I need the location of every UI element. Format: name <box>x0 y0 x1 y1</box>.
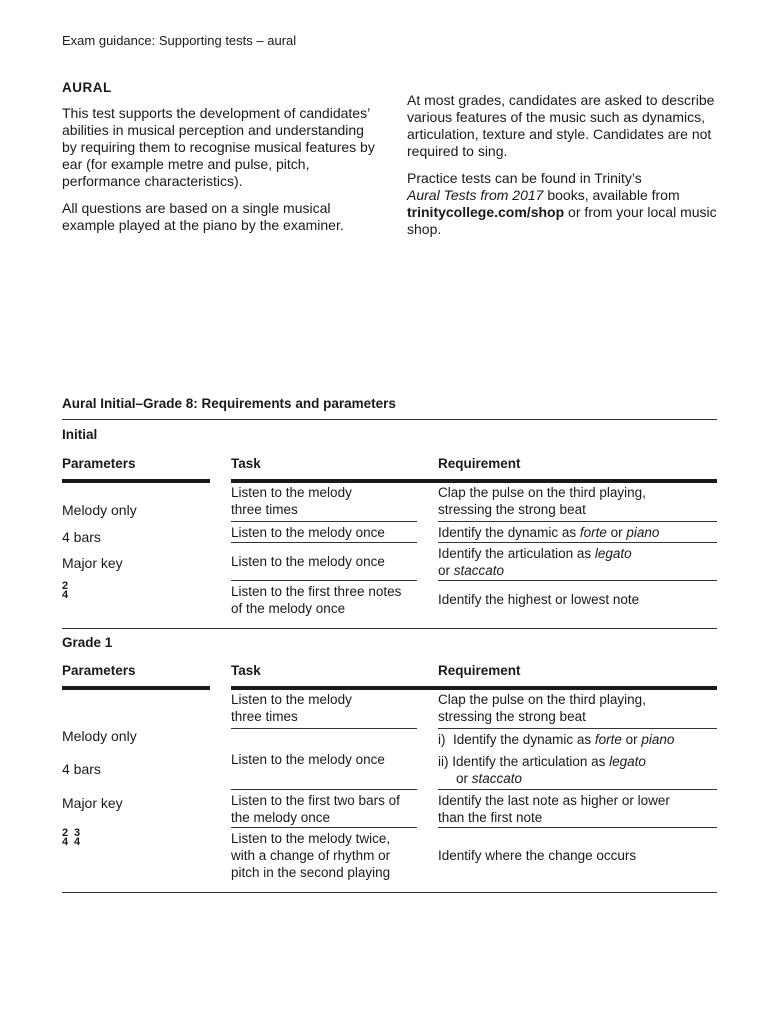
intro-right-column <box>407 92 722 248</box>
row-divider <box>438 580 717 581</box>
param-key: Major key <box>62 555 123 571</box>
requirement-cell: Clap the pulse on the third playing, stressing the strong beat <box>438 485 646 517</box>
requirement-cell: Identify the articulation as legato or staccato <box>438 546 632 578</box>
header-bar <box>231 686 717 690</box>
task-cell: Listen to the melody once <box>231 525 385 540</box>
header-requirement: Requirement <box>438 456 521 471</box>
requirement-cell: ii) Identify the articulation as legato <box>438 754 646 769</box>
running-head: Exam guidance: Supporting tests – aural <box>62 33 297 48</box>
requirement-cell: or staccato <box>456 771 523 786</box>
task-cell: Listen to the melody three times <box>231 485 352 517</box>
requirement-cell: Identify the highest or lowest note <box>438 592 640 607</box>
grade-1-table <box>62 629 717 892</box>
param-bars: 4 bars <box>62 761 101 777</box>
task-cell: Listen to the melody once <box>231 554 385 569</box>
requirement-cell: i) Identify the dynamic as forte or piano <box>438 732 675 747</box>
section-heading: AURAL <box>62 80 112 95</box>
time-signature: 2 4 <box>62 827 69 848</box>
header-bar <box>62 479 210 483</box>
grade-name: Grade 1 <box>62 635 113 650</box>
header-parameters: Parameters <box>62 456 136 471</box>
task-cell: Listen to the first three notes of the melody once <box>231 584 402 616</box>
practice-text: Practice tests can be found in Trinity’s <box>407 170 642 186</box>
param-melody: Melody only <box>62 728 137 744</box>
row-divider <box>231 728 417 729</box>
header-requirement: Requirement <box>438 663 521 678</box>
task-cell: Listen to the melody twice, with a change of rhythm or pitch in the second playing <box>231 831 391 880</box>
header-bar <box>231 479 717 483</box>
row-divider <box>438 827 717 828</box>
divider <box>62 892 717 893</box>
row-divider <box>231 580 417 581</box>
header-task: Task <box>231 663 261 678</box>
requirement-cell: Identify where the change occurs <box>438 848 637 863</box>
row-divider <box>438 728 717 729</box>
param-key: Major key <box>62 795 123 811</box>
row-divider <box>438 542 717 543</box>
requirements-tables <box>62 396 717 893</box>
intro-section <box>62 80 722 248</box>
row-divider <box>438 521 717 522</box>
intro-paragraph: All questions are based on a single musical example played at the piano by the examiner. <box>62 200 344 233</box>
practice-paragraph <box>407 170 722 238</box>
requirement-cell: Identify the dynamic as forte or piano <box>438 525 660 540</box>
shop-link[interactable]: trinitycollege.com/shop <box>407 204 565 220</box>
row-divider <box>231 827 417 828</box>
param-bars: 4 bars <box>62 529 101 545</box>
requirement-cell: Identify the last note as higher or lower than the first note <box>438 793 670 825</box>
row-divider <box>231 789 417 790</box>
param-melody: Melody only <box>62 502 137 518</box>
time-signature: 2 4 <box>62 580 69 601</box>
time-signature: 3 4 <box>74 827 81 848</box>
task-cell: Listen to the first two bars of the melody once <box>231 793 400 825</box>
practice-text: or from your local music shop. <box>407 204 717 237</box>
grade-initial-table <box>62 420 717 628</box>
intro-left-column <box>62 105 377 248</box>
row-divider <box>231 542 417 543</box>
header-bar <box>62 686 210 690</box>
header-parameters: Parameters <box>62 663 136 678</box>
task-cell: Listen to the melody once <box>231 752 385 767</box>
task-cell: Listen to the melody three times <box>231 692 352 724</box>
intro-columns <box>62 92 722 248</box>
intro-paragraph: At most grades, candidates are asked to describe various features of the music such as dynamics, articulation, texture and style. Candidates are not required to sing. <box>407 92 715 159</box>
grade-name: Initial <box>62 427 98 442</box>
row-divider <box>231 521 417 522</box>
intro-paragraph: This test supports the development of candidates’ abilities in musical perception and understanding by requiring them to recognise musical features by ear (for example metre and pulse, pitch, performance characteristics). <box>62 105 375 189</box>
tables-title: Aural Initial–Grade 8: Requirements and parameters <box>62 396 396 411</box>
header-task: Task <box>231 456 261 471</box>
requirement-cell: Clap the pulse on the third playing, stressing the strong beat <box>438 692 646 724</box>
book-title: Aural Tests from 2017 <box>407 187 544 203</box>
row-divider <box>438 789 717 790</box>
practice-text: books, available from <box>543 187 680 203</box>
